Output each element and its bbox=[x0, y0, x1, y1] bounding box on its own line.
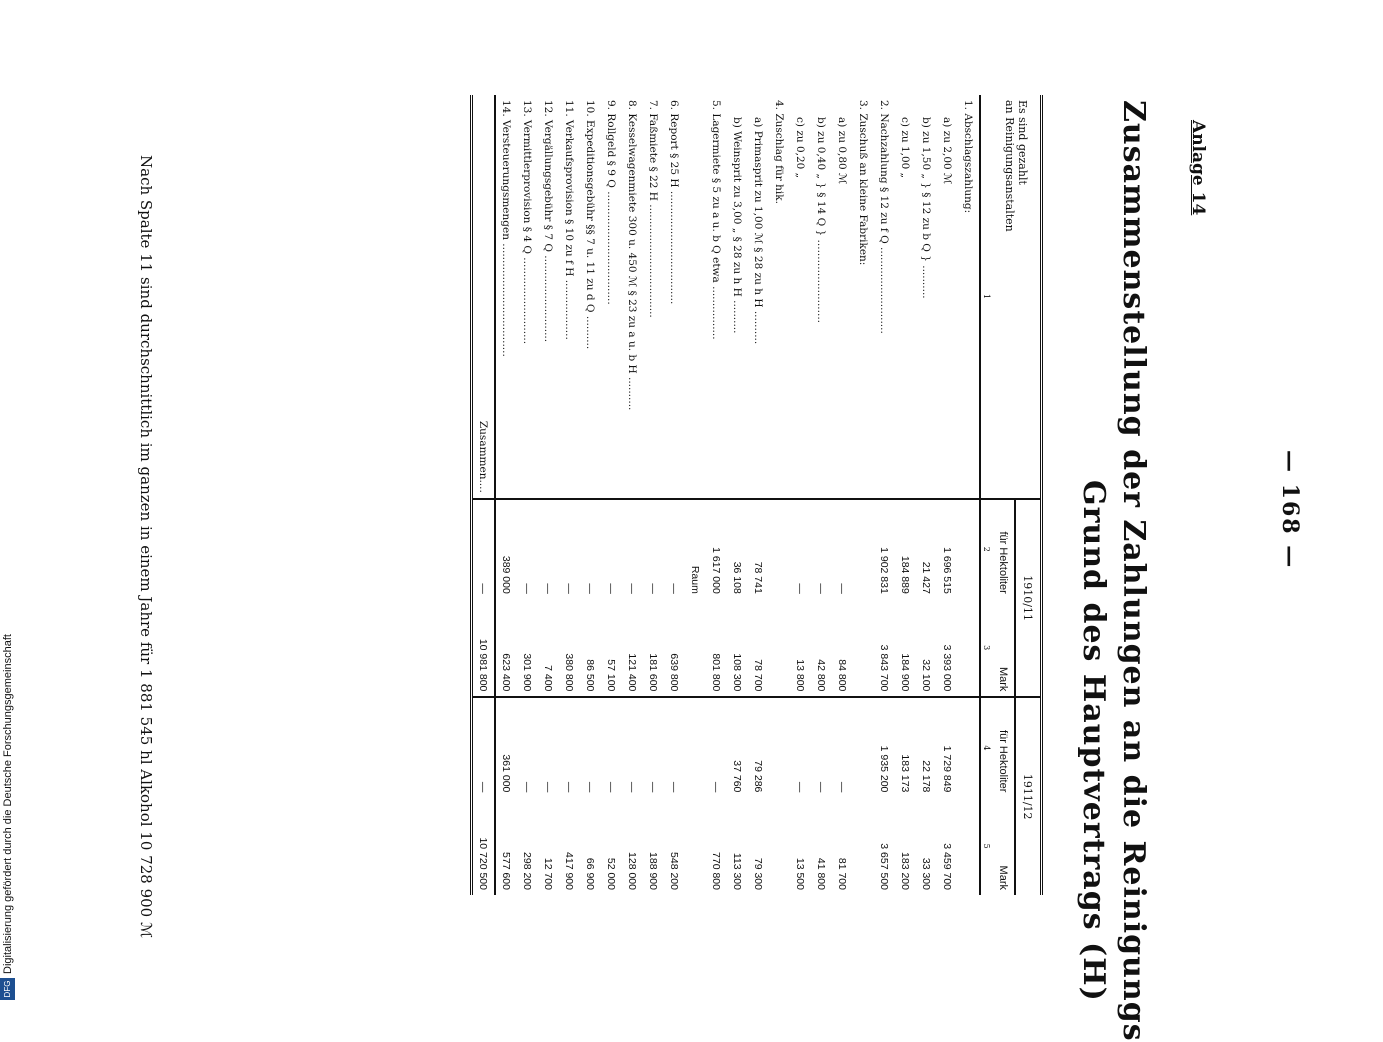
row-value: — bbox=[647, 583, 660, 594]
row-value: — bbox=[521, 583, 534, 594]
row-value: 801 800 bbox=[706, 599, 727, 698]
row-value bbox=[769, 797, 790, 895]
row-label: 8. Kesselwagenmiete 300 u. 450 ℳ § 23 zu a u. b H .......... bbox=[622, 95, 643, 499]
row-value bbox=[769, 499, 790, 599]
row-value: 184 889 bbox=[899, 555, 912, 594]
row-label: 12. Vergällungsgebühr § 7 Q .......................... bbox=[538, 95, 559, 499]
table-body bbox=[472, 95, 981, 895]
row-value: — bbox=[647, 781, 660, 793]
table-row bbox=[706, 95, 727, 895]
row-label: 6. Report § 25 H .................................. bbox=[664, 95, 685, 499]
row-value: 623 400 bbox=[495, 599, 517, 698]
row-value: 66 900 bbox=[584, 857, 597, 890]
table-row bbox=[853, 95, 874, 895]
row-value: — bbox=[794, 583, 807, 594]
table-row bbox=[874, 95, 895, 895]
row-value: 36 108 bbox=[731, 561, 744, 594]
row-label: b) zu 0,40 „ } § 14 Q } ......................... bbox=[811, 95, 832, 499]
table-row bbox=[538, 95, 559, 895]
table-row bbox=[895, 95, 916, 895]
header-desc-line2: an Reinigungsanstalten bbox=[1003, 100, 1017, 232]
row-value: 81 700 bbox=[836, 857, 849, 890]
header-description bbox=[993, 95, 1042, 499]
table-row bbox=[643, 95, 664, 895]
page-number: — 168 — bbox=[1277, 450, 1303, 570]
row-value: 78 741 bbox=[752, 561, 765, 594]
row-value: 37 760 bbox=[731, 760, 744, 793]
row-value: 128 000 bbox=[626, 852, 639, 890]
table-row bbox=[517, 95, 538, 895]
row-value: — bbox=[668, 781, 681, 793]
row-value: — bbox=[563, 781, 576, 793]
row-value: — bbox=[584, 781, 597, 793]
row-label: c) zu 1,00 „ bbox=[895, 95, 916, 499]
row-value: 184 900 bbox=[895, 599, 916, 698]
row-value: 32 100 bbox=[916, 599, 937, 698]
row-value: 183 200 bbox=[899, 852, 912, 890]
header-desc-line1: Es sind gezahlt bbox=[1016, 100, 1030, 185]
row-value: 12 700 bbox=[542, 857, 555, 890]
row-value: 1 617 000 bbox=[710, 547, 723, 594]
row-label: 14. Versteuerungsmengen .................................. bbox=[495, 95, 517, 499]
row-label: b) Weinsprit zu 3,00 „ § 28 zu h H .......... bbox=[727, 95, 748, 499]
digitization-credit bbox=[0, 0, 18, 1000]
row-value: 113 300 bbox=[731, 852, 744, 890]
row-value: 33 300 bbox=[920, 857, 933, 890]
row-value bbox=[685, 599, 706, 698]
row-label: 2. Nachzahlung § 12 zu f Q .......................... bbox=[874, 95, 895, 499]
row-label: a) Primasprit zu 1,00 ℳ § 28 zu h H .......... bbox=[748, 95, 769, 499]
row-value: 298 200 bbox=[521, 852, 534, 890]
row-value: 79 286 bbox=[752, 760, 765, 793]
row-value: 13 800 bbox=[790, 599, 811, 698]
row-value: 188 900 bbox=[647, 852, 660, 890]
row-value: — bbox=[836, 781, 849, 793]
row-label: c) zu 0,20 „ bbox=[790, 95, 811, 499]
row-value: 548 200 bbox=[668, 852, 681, 890]
row-label: 1. Abschlagszahlung: bbox=[958, 95, 980, 499]
col-number: 3 bbox=[980, 599, 993, 698]
row-value bbox=[769, 599, 790, 698]
row-value: — bbox=[626, 583, 639, 594]
row-value: Raum bbox=[689, 565, 702, 594]
header-year-1910: 1910/11 bbox=[1015, 499, 1042, 698]
row-value: 389 000 bbox=[500, 555, 513, 594]
row-value: 108 300 bbox=[727, 599, 748, 698]
row-value: 13 500 bbox=[794, 857, 807, 890]
total-row bbox=[472, 95, 496, 895]
row-value bbox=[769, 697, 790, 797]
table-row bbox=[601, 95, 622, 895]
row-value: 639 800 bbox=[664, 599, 685, 698]
row-value: — bbox=[605, 583, 618, 594]
row-value: — bbox=[521, 781, 534, 793]
row-value: 42 800 bbox=[811, 599, 832, 698]
row-value bbox=[958, 697, 980, 797]
row-value: 86 500 bbox=[580, 599, 601, 698]
row-value: 417 900 bbox=[563, 852, 576, 890]
row-value: — bbox=[710, 781, 723, 793]
row-value: — bbox=[668, 583, 681, 594]
row-value bbox=[958, 797, 980, 895]
row-value: 361 000 bbox=[500, 754, 513, 793]
row-value: 3 843 700 bbox=[874, 599, 895, 698]
row-value: 79 300 bbox=[752, 857, 765, 890]
row-value: — bbox=[472, 499, 496, 599]
row-value: 380 800 bbox=[559, 599, 580, 698]
table-row bbox=[916, 95, 937, 895]
col-number: 2 bbox=[982, 546, 992, 552]
row-label: 4. Zuschlag für hik. bbox=[769, 95, 790, 499]
row-value bbox=[958, 499, 980, 599]
row-label: Zusammen.... bbox=[472, 95, 496, 499]
row-value bbox=[853, 797, 874, 895]
row-value: 78 700 bbox=[748, 599, 769, 698]
row-value: 10 720 500 bbox=[472, 797, 496, 895]
row-value: — bbox=[584, 583, 597, 594]
payments-table bbox=[470, 95, 1043, 895]
table-row bbox=[495, 95, 517, 895]
footnote: Nach Spalte 11 sind durchschnittlich im ganzen in einem Jahre für 1 881 545 hl Alkohol 10 728 900 ℳ bbox=[137, 155, 155, 939]
row-value bbox=[958, 599, 980, 698]
row-value: 1 935 200 bbox=[878, 745, 891, 793]
row-value: — bbox=[815, 583, 828, 594]
row-value: 183 173 bbox=[899, 754, 912, 793]
row-value: 22 178 bbox=[920, 760, 933, 793]
row-value: 1 696 515 bbox=[941, 547, 954, 594]
row-value bbox=[853, 697, 874, 797]
credit-text: Digitalisierung gefördert durch die Deutsche Forschungsgemeinschaft bbox=[2, 634, 14, 974]
header-year-1911: 1911/12 bbox=[1015, 697, 1042, 895]
table-row bbox=[769, 95, 790, 895]
row-value: 1 729 849 bbox=[941, 745, 954, 793]
header-unit-mark-1: Mark bbox=[993, 599, 1015, 698]
row-label bbox=[685, 95, 706, 499]
header-unit-hl-2: für Hektoliter bbox=[997, 730, 1010, 793]
table-row bbox=[559, 95, 580, 895]
row-value: 3 657 500 bbox=[878, 843, 891, 890]
row-value: — bbox=[626, 781, 639, 793]
row-value bbox=[685, 697, 706, 797]
table-row bbox=[748, 95, 769, 895]
row-label: 5. Lagermiete § 5 zu a u. b Q etwa ................ bbox=[706, 95, 727, 499]
row-value: — bbox=[794, 781, 807, 793]
header-unit-hl-1: für Hektoliter bbox=[997, 531, 1010, 594]
row-value: 1 902 831 bbox=[878, 547, 891, 594]
annex-label: Anlage 14 bbox=[1188, 120, 1208, 216]
table-row bbox=[580, 95, 601, 895]
col-number: 1 bbox=[980, 95, 993, 499]
row-value: 181 600 bbox=[643, 599, 664, 698]
table-row bbox=[958, 95, 980, 895]
dfg-logo: DFG bbox=[0, 978, 15, 1000]
row-label: 11. Verkaufsprovision § 10 zu f H .................. bbox=[559, 95, 580, 499]
row-label: b) zu 1,50 „ } § 12 zu b Q } .......... bbox=[916, 95, 937, 499]
table-row bbox=[832, 95, 853, 895]
row-value: — bbox=[542, 583, 555, 594]
row-value: — bbox=[472, 697, 496, 797]
row-value: 84 800 bbox=[832, 599, 853, 698]
table-row bbox=[790, 95, 811, 895]
row-value: 57 100 bbox=[601, 599, 622, 698]
table-row bbox=[685, 95, 706, 895]
row-value: — bbox=[815, 781, 828, 793]
col-number: 4 bbox=[982, 745, 992, 751]
row-label: 9. Rollgeld § 9 Q .................................. bbox=[601, 95, 622, 499]
row-label: a) zu 2,00 ℳ bbox=[937, 95, 958, 499]
row-value: 10 981 800 bbox=[472, 599, 496, 698]
row-value: — bbox=[542, 781, 555, 793]
col-number: 5 bbox=[982, 843, 992, 849]
title-line-2: Grund des Hauptvertrags (H) bbox=[1076, 480, 1111, 1002]
row-value: — bbox=[605, 781, 618, 793]
row-value: 7 400 bbox=[538, 599, 559, 698]
row-label: 10. Expeditionsgebühr §§ 7 u. 11 zu d Q .......... bbox=[580, 95, 601, 499]
table-row bbox=[937, 95, 958, 895]
table-row bbox=[664, 95, 685, 895]
table-row bbox=[622, 95, 643, 895]
row-value: — bbox=[563, 583, 576, 594]
row-label: 13. Vermittlerprovision § 4 Q .......................... bbox=[517, 95, 538, 499]
row-value bbox=[853, 599, 874, 698]
row-value: 3 459 700 bbox=[941, 843, 954, 890]
row-label: 7. Faßmiete § 22 H .................................. bbox=[643, 95, 664, 499]
table-row bbox=[727, 95, 748, 895]
row-value: 577 600 bbox=[500, 852, 513, 890]
header-unit-mark-2: Mark bbox=[997, 865, 1010, 890]
row-value: 3 393 000 bbox=[937, 599, 958, 698]
row-value: 770 800 bbox=[710, 852, 723, 890]
row-label: 3. Zuschuß an kleine Fabriken: bbox=[853, 95, 874, 499]
row-value bbox=[853, 499, 874, 599]
row-label: a) zu 0,80 ℳ bbox=[832, 95, 853, 499]
row-value bbox=[685, 797, 706, 895]
title-line-1: Zusammenstellung der Zahlungen an die Reinigungs bbox=[1116, 100, 1151, 1042]
row-value: 21 427 bbox=[920, 561, 933, 594]
row-value: 41 800 bbox=[815, 857, 828, 890]
table-row bbox=[811, 95, 832, 895]
row-value: 52 000 bbox=[605, 857, 618, 890]
row-value: — bbox=[836, 583, 849, 594]
row-value: 121 400 bbox=[622, 599, 643, 698]
row-value: 301 900 bbox=[517, 599, 538, 698]
